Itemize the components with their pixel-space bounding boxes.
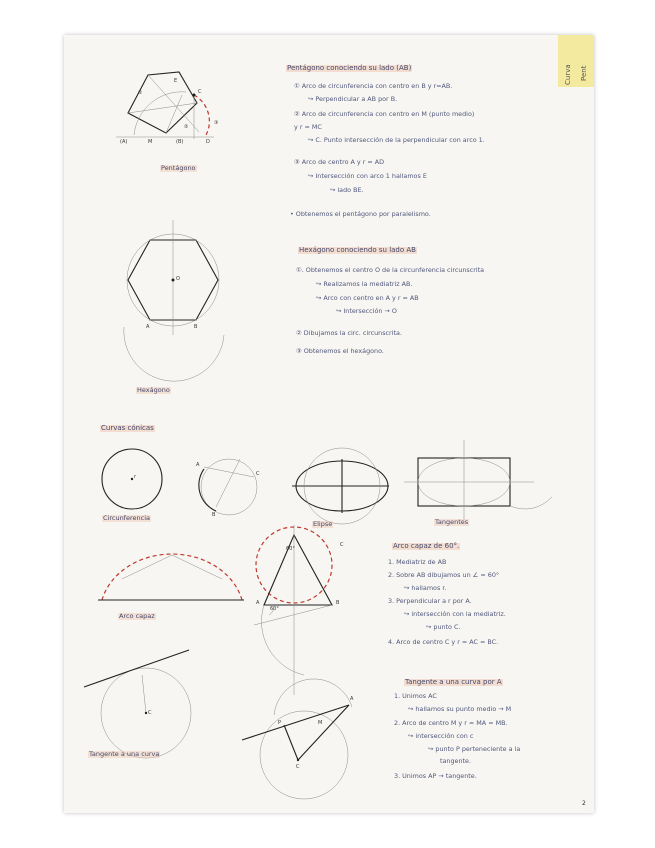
arc-capaz-title: Arco capaz de 60°. <box>393 542 460 550</box>
pentagon-step-3: ② Arco de circunferencia con centro en M (punto medio) <box>294 110 475 118</box>
pentagon-label-c: C <box>198 89 202 95</box>
ellipse-caption: Elipse <box>313 520 333 528</box>
tangent-curve-right-drawing <box>242 679 352 799</box>
arc-capaz-step-1: 1. Mediatriz de AB <box>388 558 447 566</box>
tangents-caption: Tangentes <box>435 518 469 526</box>
triangle-label-b: B <box>336 600 340 606</box>
hexagon-drawing <box>124 220 224 381</box>
tangent-step-4: ↪ intersección con c <box>408 732 474 740</box>
pentagon-step-8: ↪ lado BE. <box>330 186 364 194</box>
pentagon-step-5: ↪ C. Punto intersección de la perpendicular con arco 1. <box>308 136 485 144</box>
tangent-step-3: 2. Arco de centro M y r = MA = MB. <box>394 719 508 727</box>
hexagon-step-5: ② Dibujamos la circ. circunscrita. <box>296 329 402 337</box>
tangent-right-label-a: A <box>350 696 354 702</box>
arc3-label-b: B <box>212 512 216 518</box>
tangent-title: Tangente a una curva por A <box>405 678 502 686</box>
hexagon-label-o: O <box>176 276 180 282</box>
page-number: 2 <box>582 800 586 807</box>
hexagon-step-3: ↪ Arco con centro en A y r = AB <box>316 294 419 302</box>
hexagon-caption: Hexágono <box>137 386 170 394</box>
tangent-right-label-c: C <box>296 764 300 770</box>
hexagon-step-1: ①. Obtenemos el centro O de la circunferencia circunscrita <box>296 266 485 274</box>
arc-capaz-caption: Arco capaz <box>119 612 155 620</box>
hexagon-label-b: B <box>194 324 198 330</box>
pentagon-title: Pentágono conociendo su lado (AB) <box>287 64 412 72</box>
tangent-right-label-p: P <box>278 720 282 726</box>
pentagon-step-4: y r = MC <box>294 123 322 131</box>
arc-capaz-step-2: 2. Sobre AB dibujamos un ∠ = 60° <box>388 571 500 579</box>
three-point-arc-drawing <box>199 459 257 515</box>
ellipse-drawing <box>292 448 389 524</box>
tangent-curve-caption: Tangente a una curva <box>89 750 160 758</box>
pentagon-step-2: ↪ Perpendicular a AB por B. <box>308 95 398 103</box>
tangents-drawing <box>404 440 552 520</box>
circle-label-r: r <box>134 474 137 480</box>
hexagon-step-2: ↪ Realizamos la mediatriz AB. <box>316 280 413 288</box>
pentagon-caption: Pentágono <box>161 164 196 172</box>
arc-capaz-step-7: 4. Arco de centro C y r = AC = BC. <box>388 638 499 646</box>
circle-caption: Circunferencia <box>103 514 150 522</box>
tab-text-1: Curva <box>564 64 572 85</box>
pentagon-label-b: (B) <box>176 139 184 145</box>
curves-title: Curvas cónicas <box>101 424 154 432</box>
arc-capaz-step-5: ↪ intersección con la mediatriz. <box>404 610 506 618</box>
pentagon-label-e: E <box>174 78 178 84</box>
triangle-label-a: A <box>256 600 260 606</box>
arc-capaz-step-4: 3. Perpendicular a r por A. <box>388 597 472 605</box>
arc-capaz-small-drawing <box>98 554 244 600</box>
triangle-angle-top: 60° <box>286 546 295 552</box>
pentagon-label-d: D <box>206 139 210 145</box>
hexagon-label-a: A <box>146 324 150 330</box>
pentagon-label-a: (A) <box>120 139 128 145</box>
pentagon-step-7: ↪ Intersección con arco 1 hallamos E <box>308 172 427 180</box>
circle-drawing <box>102 449 162 509</box>
pentagon-label-m: M <box>148 139 153 145</box>
tangent-step-1: 1. Unimos AC <box>394 692 437 700</box>
hexagon-step-4: ↪ Intersección → O <box>336 307 397 315</box>
pentagon-label-n2: ② <box>184 124 189 130</box>
tangent-right-label-m: M <box>318 720 323 726</box>
tangent-curve-left-drawing <box>84 650 191 758</box>
pentagon-step-1: ① Arco de circunferencia con centro en B y r=AB. <box>294 82 453 90</box>
pentagon-label-n1: ① <box>138 90 143 96</box>
pentagon-drawing <box>116 72 214 139</box>
pentagon-step-6: ③ Arco de centro A y r = AD <box>294 158 385 166</box>
arc3-label-a: A <box>196 462 200 468</box>
hexagon-step-6: ③ Obtenemos el hexágono. <box>296 347 384 355</box>
arc3-label-c: C <box>256 471 260 477</box>
pentagon-step-9: • Obtenemos el pentágono por paralelismo. <box>290 210 431 218</box>
tangent-step-5: ↪ punto P perteneciente a la <box>428 745 521 753</box>
tab-text-2: Pent <box>580 65 588 81</box>
pentagon-label-n3: ③ <box>214 120 219 126</box>
notebook-page <box>64 35 594 813</box>
arc-capaz-step-3: ↪ hallamos r. <box>404 584 447 592</box>
tangent-step-2: ↪ hallamos su punto medio → M <box>408 705 512 713</box>
arc-capaz-step-6: ↪ punto C. <box>426 623 461 631</box>
tangent-step-6: tangente. <box>440 757 471 765</box>
arc-capaz-triangle <box>264 535 332 605</box>
tangent-left-label-c: C <box>148 710 152 716</box>
triangle-label-c: C <box>340 542 344 548</box>
hexagon-title: Hexágono conociendo su lado AB <box>299 246 416 254</box>
triangle-angle-bottom: 60° <box>270 606 279 612</box>
tangent-step-7: 3. Unimos AP → tangente. <box>394 772 477 780</box>
